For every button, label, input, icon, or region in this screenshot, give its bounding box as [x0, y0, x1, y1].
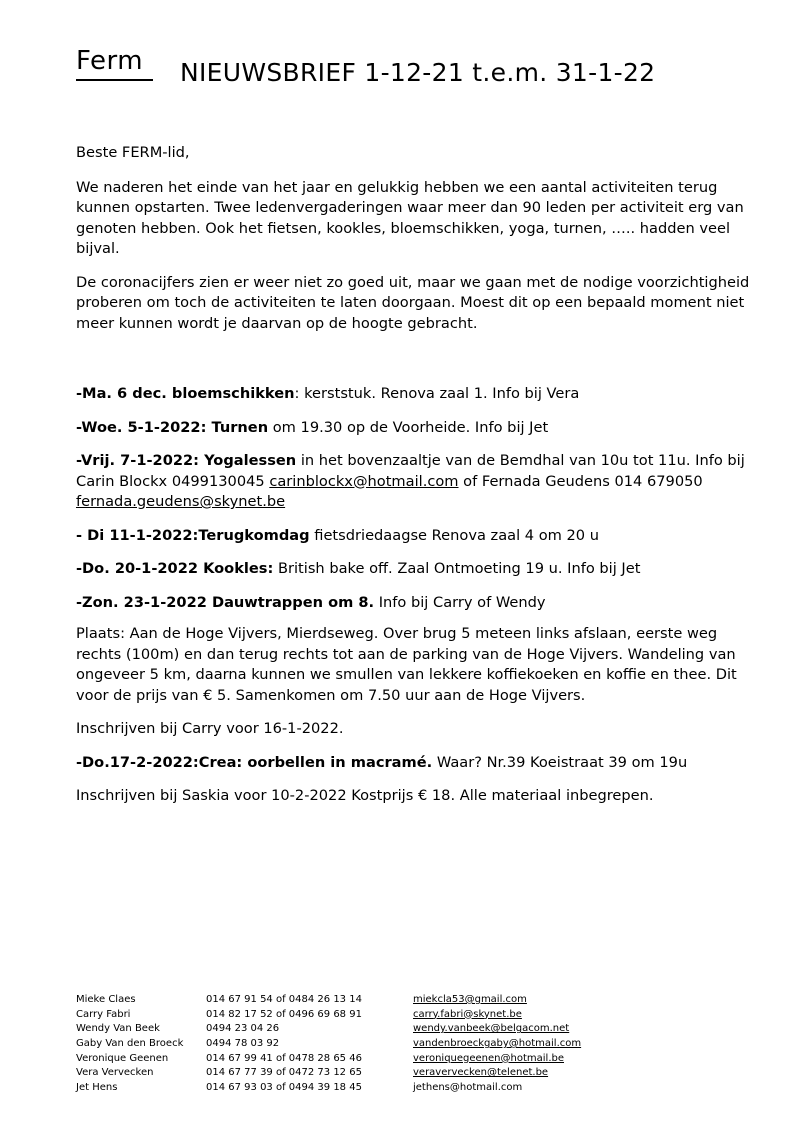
- contact-phone: 0494 78 03 92: [206, 1038, 280, 1050]
- activity-text: British bake off. Zaal Ontmoeting 19 u. Info bij Jet: [273, 560, 641, 577]
- page-title: NIEUWSBRIEF 1-12-21 t.e.m. 31-1-22: [180, 58, 656, 87]
- activity-text: Info bij Carry of Wendy: [374, 593, 546, 611]
- activity-title: -Zon. 23-1-2022 Dauwtrappen om 8.: [76, 593, 375, 611]
- contact-email: jethens@hotmail.com: [413, 1082, 523, 1094]
- contact-email-link[interactable]: carry.fabri@skynet.be: [413, 1008, 522, 1020]
- contact-email-link[interactable]: vandenbroeckgaby@hotmail.com: [413, 1038, 582, 1050]
- newsletter-body: [76, 143, 766, 807]
- contact-phone: 0494 23 04 26: [206, 1023, 280, 1035]
- ferm-logo: Ferm: [76, 46, 144, 76]
- greeting: Beste FERM-lid,: [76, 144, 190, 161]
- activity-text: Waar? Nr.39 Koeistraat 39 om 19u: [432, 753, 688, 771]
- dauwtrappen-place: Plaats: Aan de Hoge Vijvers, Mierdseweg. Over brug 5 meteen links afslaan, eerste weg rechts (100m) en dan terug rechts tot aan de parking van de Hoge Vijvers. Wandeling van ongeveer 5 km, daarna kunnen we smullen van lekkere koffiekoeken en koffie en thee. Dit voor de prijs van € 5. Samenkomen om 7.50 uur aan de Hoge Vijvers.: [76, 625, 737, 704]
- activity-yogalessen: [76, 451, 766, 513]
- contact-row: [76, 1022, 676, 1037]
- contact-row: [76, 1008, 676, 1023]
- activity-text: of Fernada Geudens 014 679050: [458, 472, 703, 490]
- contact-row: [76, 993, 676, 1008]
- activity-title: -Vrij. 7-1-2022: Yogalessen: [76, 452, 297, 469]
- contact-phone: 014 67 93 03 of 0494 39 18 45: [206, 1082, 362, 1094]
- contact-name: Jet Hens: [76, 1082, 118, 1094]
- crea-register: Inschrijven bij Saskia voor 10-2-2022 Kostprijs € 18. Alle materiaal inbegrepen.: [76, 787, 654, 804]
- contact-phone: 014 67 91 54 of 0484 26 13 14: [206, 994, 362, 1005]
- email-link-fernada[interactable]: fernada.geudens@skynet.be: [76, 493, 286, 510]
- activity-title: -Woe. 5-1-2022: Turnen: [76, 418, 269, 436]
- contact-email-link[interactable]: veravervecken@telenet.be: [413, 1067, 549, 1079]
- activity-title: -Ma. 6 dec. bloemschikken: [76, 385, 295, 402]
- contact-list: [76, 993, 676, 1096]
- activity-crea: [76, 753, 766, 774]
- contact-name: Gaby Van den Broeck: [76, 1038, 184, 1050]
- contact-email-link[interactable]: wendy.vanbeek@belgacom.net: [413, 1023, 570, 1035]
- logo-underline: [76, 79, 153, 81]
- intro-paragraph-2: De coronacijfers zien er weer niet zo goed uit, maar we gaan met de nodige voorzichtigheid proberen om toch de activiteiten te laten doorgaan. Moest dit op een bepaald moment niet meer kunnen wordt je daarvan op de hoogte gebracht.: [76, 273, 750, 332]
- contact-name: Mieke Claes: [76, 994, 136, 1005]
- contact-name: Carry Fabri: [76, 1008, 131, 1020]
- contact-email-link[interactable]: miekcla53@gmail.com: [413, 994, 527, 1005]
- contact-row: [76, 1052, 676, 1067]
- activity-dauwtrappen: [76, 593, 766, 614]
- contact-phone: 014 67 77 39 of 0472 73 12 65: [206, 1067, 362, 1079]
- contact-email-link[interactable]: veroniquegeenen@hotmail.be: [413, 1052, 564, 1064]
- contact-row: [76, 1037, 676, 1052]
- activity-kookles: [76, 559, 766, 580]
- activity-title: -Do.17-2-2022:Crea: oorbellen in macramé.: [76, 753, 433, 771]
- activity-text: fietsdriedaagse Renova zaal 4 om 20 u: [309, 526, 599, 544]
- activity-title: - Di 11-1-2022:Terugkomdag: [76, 526, 310, 544]
- activity-title: -Do. 20-1-2022 Kookles:: [76, 560, 274, 577]
- contact-name: Veronique Geenen: [76, 1052, 169, 1064]
- contact-phone: 014 82 17 52 of 0496 69 68 91: [206, 1008, 362, 1020]
- contact-name: Vera Vervecken: [76, 1067, 154, 1079]
- dauwtrappen-register: Inschrijven bij Carry voor 16-1-2022.: [76, 720, 344, 737]
- contact-row: [76, 1066, 676, 1081]
- activity-terugkomdag: [76, 526, 766, 547]
- activity-text: om 19.30 op de Voorheide. Info bij Jet: [268, 418, 549, 436]
- activity-bloemschikken: [76, 384, 766, 405]
- contact-phone: 014 67 99 41 of 0478 28 65 46: [206, 1052, 362, 1064]
- activity-text: : kerststuk. Renova zaal 1. Info bij Vera: [294, 385, 580, 402]
- email-link-carin[interactable]: carinblockx@hotmail.com: [269, 472, 459, 490]
- contact-name: Wendy Van Beek: [76, 1023, 160, 1035]
- activity-text: in het bovenzaaltje van de Bemdhal van 10u tot 11u. Info bij Carin Blockx 0499130045: [76, 452, 745, 490]
- contact-row: [76, 1081, 676, 1096]
- activity-turnen: [76, 418, 766, 439]
- intro-paragraph-1: We naderen het einde van het jaar en gelukkig hebben we een aantal activiteiten terug kunnen opstarten. Twee ledenvergaderingen waar meer dan 90 leden per activiteit erg van genoten hebben. Ook het fietsen, kookles, bloemschikken, yoga, turnen, ….. hadden veel bijval.: [76, 178, 744, 257]
